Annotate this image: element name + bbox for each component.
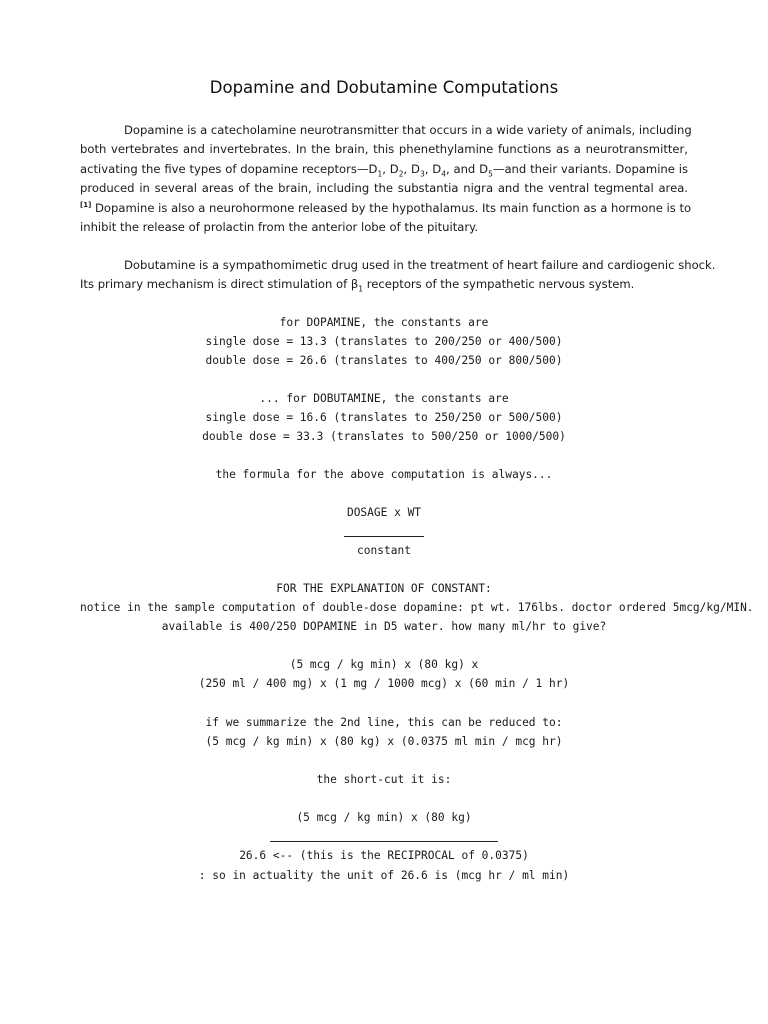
summary-line: (5 mcg / kg min) x (80 kg) x (0.0375 ml min / mcg hr) bbox=[205, 735, 563, 749]
paragraph-line: produced in several areas of the brain, including the substantia nigra and the ventral tegmental area. bbox=[80, 181, 688, 196]
dopamine-double-dose: double dose = 26.6 (translates to 400/250 or 800/500) bbox=[205, 354, 563, 368]
dobutamine-heading: ... for DOBUTAMINE, the constants are bbox=[259, 392, 509, 405]
shortcut-intro: the short-cut it is: bbox=[316, 773, 452, 786]
paragraph-line: [1] Dopamine is also a neurohormone released by the hypothalamus. Its main function as a hormone is to bbox=[80, 200, 692, 215]
paragraph-line: Its primary mechanism is direct stimulation of $\beta_1$ receptors of the sympathetic nervous system. bbox=[80, 277, 635, 294]
dobutamine-constants bbox=[80, 389, 688, 447]
shortcut-numerator: (5 mcg / kg min) x (80 kg) bbox=[296, 811, 472, 824]
explanation-line: available is 400/250 DOPAMINE in D5 water. how many ml/hr to give? bbox=[161, 620, 607, 634]
paragraph-line: inhibit the release of prolactin from the anterior lobe of the pituitary. bbox=[80, 220, 479, 235]
dopamine-paragraph bbox=[80, 121, 692, 237]
dobutamine-paragraph bbox=[80, 256, 716, 295]
formula-fraction bbox=[80, 503, 688, 561]
paragraph-line: Dopamine is a catecholamine neurotransmitter that occurs in a wide variety of animals, including bbox=[124, 123, 692, 137]
formula-denominator: constant bbox=[357, 544, 411, 558]
computation-block bbox=[80, 655, 688, 693]
computation-line: (250 ml / 400 mg) x (1 mg / 1000 mcg) x (60 min / 1 hr) bbox=[198, 677, 570, 691]
formula-numerator: DOSAGE x WT bbox=[346, 506, 422, 519]
fraction-bar bbox=[80, 827, 688, 846]
formula-intro: the formula for the above computation is always... bbox=[215, 468, 553, 481]
paragraph-line: activating the five types of dopamine $receptors—D_1$, $D_2$, $D_3$, $D_4$, and $D_5—and$ their variants. Dopamine is bbox=[80, 161, 688, 179]
shortcut-fraction bbox=[80, 808, 688, 885]
dobutamine-single-dose: single dose = 16.6 (translates to 250/250 or 500/500) bbox=[205, 411, 563, 425]
dobutamine-double-dose: double dose = 33.3 (translates to 500/250 or 1000/500) bbox=[202, 430, 566, 444]
explanation-heading: FOR THE EXPLANATION OF CONSTANT: bbox=[276, 582, 492, 595]
shortcut-unit-note: : so in actuality the unit of 26.6 is (mcg hr / ml min) bbox=[198, 868, 570, 882]
explanation-block bbox=[80, 579, 754, 637]
summary-block bbox=[80, 713, 688, 751]
reference-mark: [1] bbox=[80, 200, 92, 209]
computation-line: (5 mcg / kg min) x (80 kg) x bbox=[289, 658, 479, 671]
paragraph-line: Dobutamine is a sympathomimetic drug used in the treatment of heart failure and cardiogenic shock. bbox=[124, 258, 716, 272]
dopamine-constants bbox=[80, 313, 688, 371]
dopamine-single-dose: single dose = 13.3 (translates to 200/250 or 400/500) bbox=[205, 335, 563, 349]
document-title: Dopamine and Dobutamine Computations bbox=[209, 78, 559, 97]
shortcut-denominator: 26.6 <-- (this is the RECIPROCAL of 0.0375) bbox=[239, 849, 529, 863]
dopamine-heading: for DOPAMINE, the constants are bbox=[279, 316, 489, 329]
explanation-line: notice in the sample computation of double-dose dopamine: pt wt. 176lbs. doctor ordered 5mcg/kg/MIN. bbox=[80, 601, 754, 615]
paragraph-line: both vertebrates and invertebrates. In the brain, this phenethylamine functions as a neurotransmitter, bbox=[80, 142, 688, 157]
fraction-bar bbox=[80, 522, 688, 541]
summary-intro: if we summarize the 2nd line, this can be reduced to: bbox=[205, 716, 563, 729]
